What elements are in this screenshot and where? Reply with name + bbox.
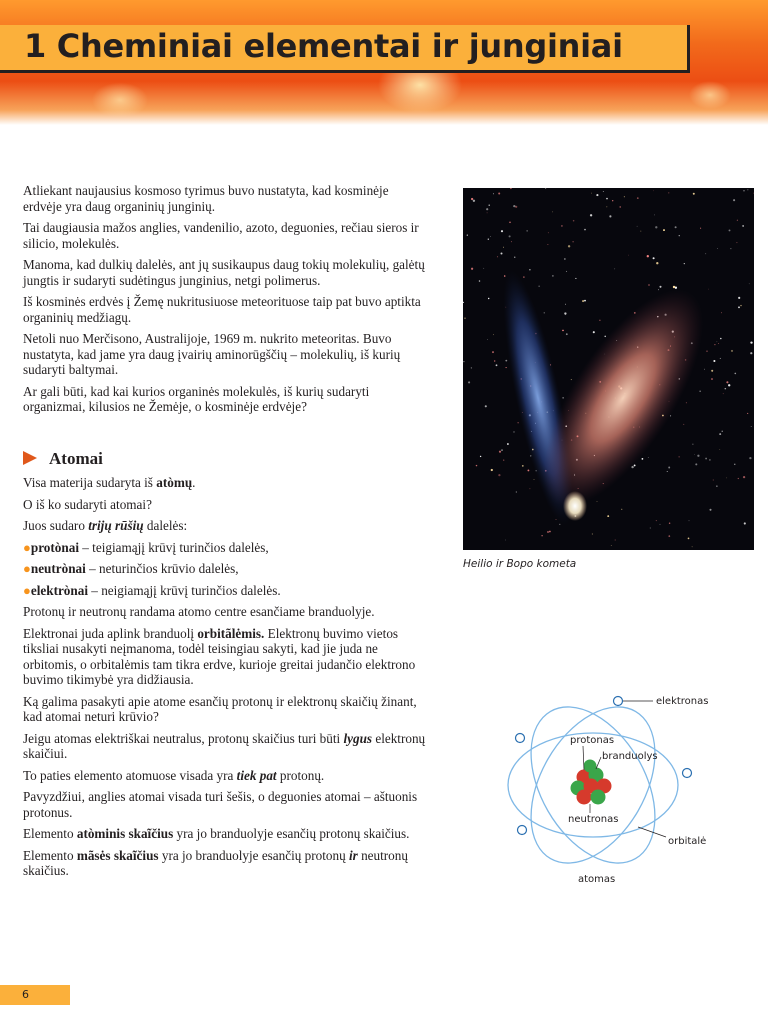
label-proton: protonas (570, 735, 615, 746)
atom-diagram-svg (498, 685, 748, 890)
star (737, 220, 738, 221)
star (748, 190, 749, 191)
star (621, 509, 622, 510)
star (708, 289, 709, 290)
paragraph: O iš ko sudaryti atomai? (23, 496, 152, 512)
star (497, 256, 498, 257)
star (709, 509, 711, 511)
star (728, 384, 730, 386)
star (500, 252, 502, 254)
star (705, 253, 706, 254)
star (742, 225, 743, 226)
star (464, 317, 466, 319)
label-atom: atomas (578, 874, 616, 885)
star (723, 393, 724, 394)
star (593, 331, 595, 333)
paragraph: Elektronai juda aplink branduolį orbitãlėmis. Elektronų buvimo vietos tiksliai nusakyti neįmanoma, todėl teisingiau sakyti, kad jie juda ne orbitomis, o orbitalėmis tam tikra erdve, kurioje greitai judančio elektrono buvimo tikimybė yra didžiausia. (23, 625, 416, 687)
star (743, 190, 744, 191)
star (738, 297, 740, 299)
star (487, 212, 488, 213)
star (668, 467, 670, 469)
triangle-marker-icon (23, 451, 37, 465)
label-electron: elektronas (656, 696, 709, 707)
star (473, 200, 475, 202)
star (729, 229, 731, 231)
star (527, 230, 528, 231)
star (719, 433, 721, 435)
page-number-box (0, 985, 70, 1005)
star (471, 367, 472, 368)
star (479, 280, 481, 282)
electron-icon (614, 697, 623, 706)
star (480, 456, 481, 457)
paragraph: Elemento atòminis skaĩčius yra jo branduolyje esančių protonų skaičius. (23, 826, 410, 841)
star (503, 459, 504, 460)
star (596, 194, 598, 196)
comet-photo (463, 188, 754, 550)
star (738, 306, 740, 308)
star (738, 478, 739, 479)
star (640, 231, 641, 232)
electron-icon (516, 734, 525, 743)
chapter-title: 1 Cheminiai elementai ir junginiai (24, 27, 623, 65)
star (547, 531, 549, 533)
star (604, 336, 605, 337)
star (592, 534, 593, 535)
star (476, 465, 477, 466)
star (717, 341, 718, 342)
star (656, 262, 658, 264)
star (503, 247, 504, 248)
nucleus (571, 760, 612, 805)
star (575, 278, 576, 279)
star (726, 478, 727, 479)
star (564, 258, 565, 259)
star (648, 284, 649, 285)
star (491, 469, 493, 471)
intro-paragraph: Iš kosminės erdvės į Žemę nukritusiuose meteorituose taip pat buvo aptikta organinių medžiagų. (23, 294, 421, 325)
bullet-icon: ● (23, 582, 31, 598)
star (498, 474, 500, 476)
star (515, 206, 517, 208)
star (552, 275, 554, 277)
star (693, 193, 695, 195)
star (590, 214, 592, 216)
star (675, 226, 677, 228)
star (667, 471, 668, 472)
star (485, 405, 487, 407)
star (606, 206, 607, 207)
star (498, 192, 500, 194)
star (513, 205, 515, 207)
star (679, 235, 680, 236)
star (468, 381, 470, 383)
star (607, 515, 609, 517)
star (559, 524, 560, 525)
star (733, 199, 735, 201)
star (487, 339, 488, 340)
star (705, 458, 707, 460)
star (518, 422, 519, 423)
comet-image (463, 188, 754, 550)
star (494, 360, 495, 361)
intro-paragraph: Netoli nuo Merčisono, Australijoje, 1969 m. nukrito meteoritas. Buvo nustatyta, kad jame yra daug įvairių aminorūgščių – molekulių, iš kurių sudaryti baltymai. (23, 331, 401, 377)
star (513, 431, 514, 432)
star (694, 454, 695, 455)
star (568, 245, 570, 247)
star (725, 388, 727, 390)
paragraph: Protonų ir neutronų randama atomo centre esančiame branduolyje. (23, 604, 375, 619)
star (609, 215, 611, 217)
star (584, 229, 586, 231)
star (656, 520, 657, 521)
star (720, 338, 722, 340)
bullet-item: ●protònai – teigiamąjį krūvį turinčios dalelės, (23, 539, 269, 555)
star (603, 191, 604, 192)
star (721, 312, 722, 313)
star (624, 196, 625, 197)
bullet-item: ●elektrònai – neigiamąjį krūvį turinčios dalelės. (23, 582, 281, 598)
star (504, 275, 506, 277)
star (749, 457, 751, 459)
star (493, 334, 494, 335)
star (697, 455, 699, 457)
star (615, 539, 616, 540)
star (688, 538, 690, 540)
star (660, 524, 661, 525)
star (488, 239, 489, 240)
star (722, 431, 723, 432)
star (648, 457, 649, 458)
star (734, 464, 735, 465)
star (637, 197, 639, 199)
star (489, 205, 490, 206)
star (529, 488, 530, 489)
star (564, 312, 566, 314)
star (493, 193, 494, 194)
star (619, 206, 620, 207)
star (726, 381, 728, 383)
star (747, 413, 748, 414)
star (628, 255, 629, 256)
star (516, 491, 517, 492)
star (714, 344, 715, 345)
star (527, 469, 529, 471)
star (492, 351, 494, 353)
paragraph: Visa materija sudaryta iš atòmų. (23, 475, 196, 490)
label-orbital: orbitalė (668, 836, 707, 847)
star (692, 546, 693, 547)
star (711, 378, 713, 380)
star (611, 545, 612, 546)
star (565, 304, 566, 305)
paragraph: Ką galima pasakyti apie atome esančių protonų ir elektronų skaičių žinant, kad atomai neturi krūvio? (23, 693, 417, 724)
star (552, 212, 553, 213)
star (679, 456, 680, 457)
section-heading-text: Atomai (49, 449, 103, 468)
star (668, 192, 669, 193)
star (467, 235, 468, 236)
star (749, 283, 750, 284)
star (673, 286, 675, 288)
star (642, 458, 644, 460)
star (734, 373, 736, 375)
intro-text (23, 183, 428, 421)
star (655, 226, 657, 228)
paragraph: To paties elemento atomuose visada yra tiek pat protonų. (23, 767, 325, 783)
star (689, 520, 690, 521)
star (713, 360, 715, 362)
star (654, 215, 655, 216)
intro-paragraph: Manoma, kad dulkių dalelės, ant jų susikaupus daug tokių molekulių, galėtų jungtis ir sudaryti sudėtingus junginius, netgi polimerus. (23, 257, 425, 288)
star (522, 465, 524, 467)
bullet-icon: ● (23, 561, 31, 576)
star (692, 444, 693, 445)
comet-head (563, 491, 587, 521)
star (471, 198, 473, 200)
star (566, 333, 568, 335)
star (700, 391, 701, 392)
paragraph: Pavyzdžiui, anglies atomai visada turi šešis, o deguonies atomai – aštuonis protonus. (23, 789, 418, 820)
star (706, 351, 707, 352)
star (743, 476, 745, 478)
star (653, 257, 655, 259)
bullet-icon: ● (23, 539, 31, 555)
star (511, 241, 512, 242)
star (740, 305, 741, 306)
star (719, 449, 720, 450)
label-nucleus: branduolys (602, 751, 658, 762)
star (488, 298, 489, 299)
star (751, 426, 752, 427)
star (650, 528, 651, 529)
star (614, 269, 615, 270)
star (486, 208, 488, 210)
star (584, 300, 586, 302)
star (582, 300, 584, 302)
star (683, 424, 684, 425)
bullet-item: ●neutrònai – neturinčios krūvio dalelės, (23, 561, 239, 576)
star (720, 358, 721, 359)
intro-paragraph: Tai daugiausia mažos anglies, vandenilio, azoto, deguonies, rečiau sieros ir silicio, molekulės. (23, 220, 419, 251)
star (704, 369, 705, 370)
star (501, 230, 503, 232)
electron-icon (683, 769, 692, 778)
star (548, 232, 549, 233)
star (753, 193, 754, 194)
star (571, 379, 572, 380)
star (730, 248, 731, 249)
star (523, 276, 524, 277)
star (562, 330, 564, 332)
star (606, 198, 608, 200)
star (709, 459, 711, 461)
star (496, 364, 498, 366)
header-banner (0, 0, 768, 125)
electron-icon (518, 826, 527, 835)
star (668, 535, 670, 537)
star (599, 320, 600, 321)
star (507, 443, 509, 445)
star (711, 370, 713, 372)
star (717, 248, 718, 249)
star (490, 236, 491, 237)
star (686, 402, 687, 403)
star (700, 228, 701, 229)
figure-caption: Heilio ir Bopo kometa (463, 558, 577, 570)
star (514, 257, 515, 258)
star (529, 269, 530, 270)
star (637, 226, 638, 227)
page-number: 6 (22, 988, 29, 1001)
star (562, 397, 563, 398)
star (684, 263, 685, 264)
star (471, 268, 473, 270)
atom-diagram (498, 685, 748, 890)
star (505, 540, 506, 541)
star (597, 501, 598, 502)
star (561, 225, 563, 227)
star (572, 241, 573, 242)
star (713, 480, 714, 481)
star (534, 479, 535, 480)
star (573, 220, 575, 222)
star (647, 255, 649, 257)
star (659, 286, 661, 288)
star (549, 531, 551, 533)
chapter-title-box (0, 25, 690, 73)
star (547, 244, 548, 245)
star (463, 361, 464, 362)
section-heading (23, 449, 103, 469)
star (541, 535, 542, 536)
star (695, 463, 697, 465)
star (750, 341, 752, 343)
intro-paragraph: Ar gali būti, kad kai kurios organinės molekulės, iš kurių sudaryti organizmai, kilusios ne Žemėje, o kosminėje erdvėje? (23, 383, 370, 414)
star (509, 235, 511, 237)
star (658, 289, 659, 290)
star (669, 522, 670, 523)
section-text (23, 475, 428, 885)
star (505, 360, 507, 362)
star (483, 268, 484, 269)
star (731, 350, 733, 352)
star (653, 190, 654, 191)
star (499, 451, 501, 453)
label-neutron: neutronas (568, 814, 619, 825)
star (501, 449, 503, 451)
star (736, 242, 737, 243)
star (718, 343, 719, 344)
star (566, 271, 567, 272)
star (663, 229, 665, 231)
star (509, 221, 511, 223)
star (506, 367, 507, 368)
intro-paragraph: Atliekant naujausius kosmoso tyrimus buvo nustatyta, kad kosminėje erdvėje yra daug organinių junginių. (23, 183, 389, 214)
paragraph: Jeigu atomas elektriškai neutralus, protonų skaičius turi būti lygus elektronų skaičiui. (23, 730, 426, 761)
star (716, 485, 717, 486)
star (612, 200, 613, 201)
paragraph: Juos sudaro trijų rūšių dalelės: (23, 518, 188, 533)
star (544, 312, 545, 313)
star (744, 522, 746, 524)
star (591, 193, 592, 194)
paragraph: Elemento mãsės skaĩčius yra jo branduolyje esančių protonų ir neutronų skaičius. (23, 847, 408, 878)
star (750, 352, 752, 354)
star (539, 286, 540, 287)
